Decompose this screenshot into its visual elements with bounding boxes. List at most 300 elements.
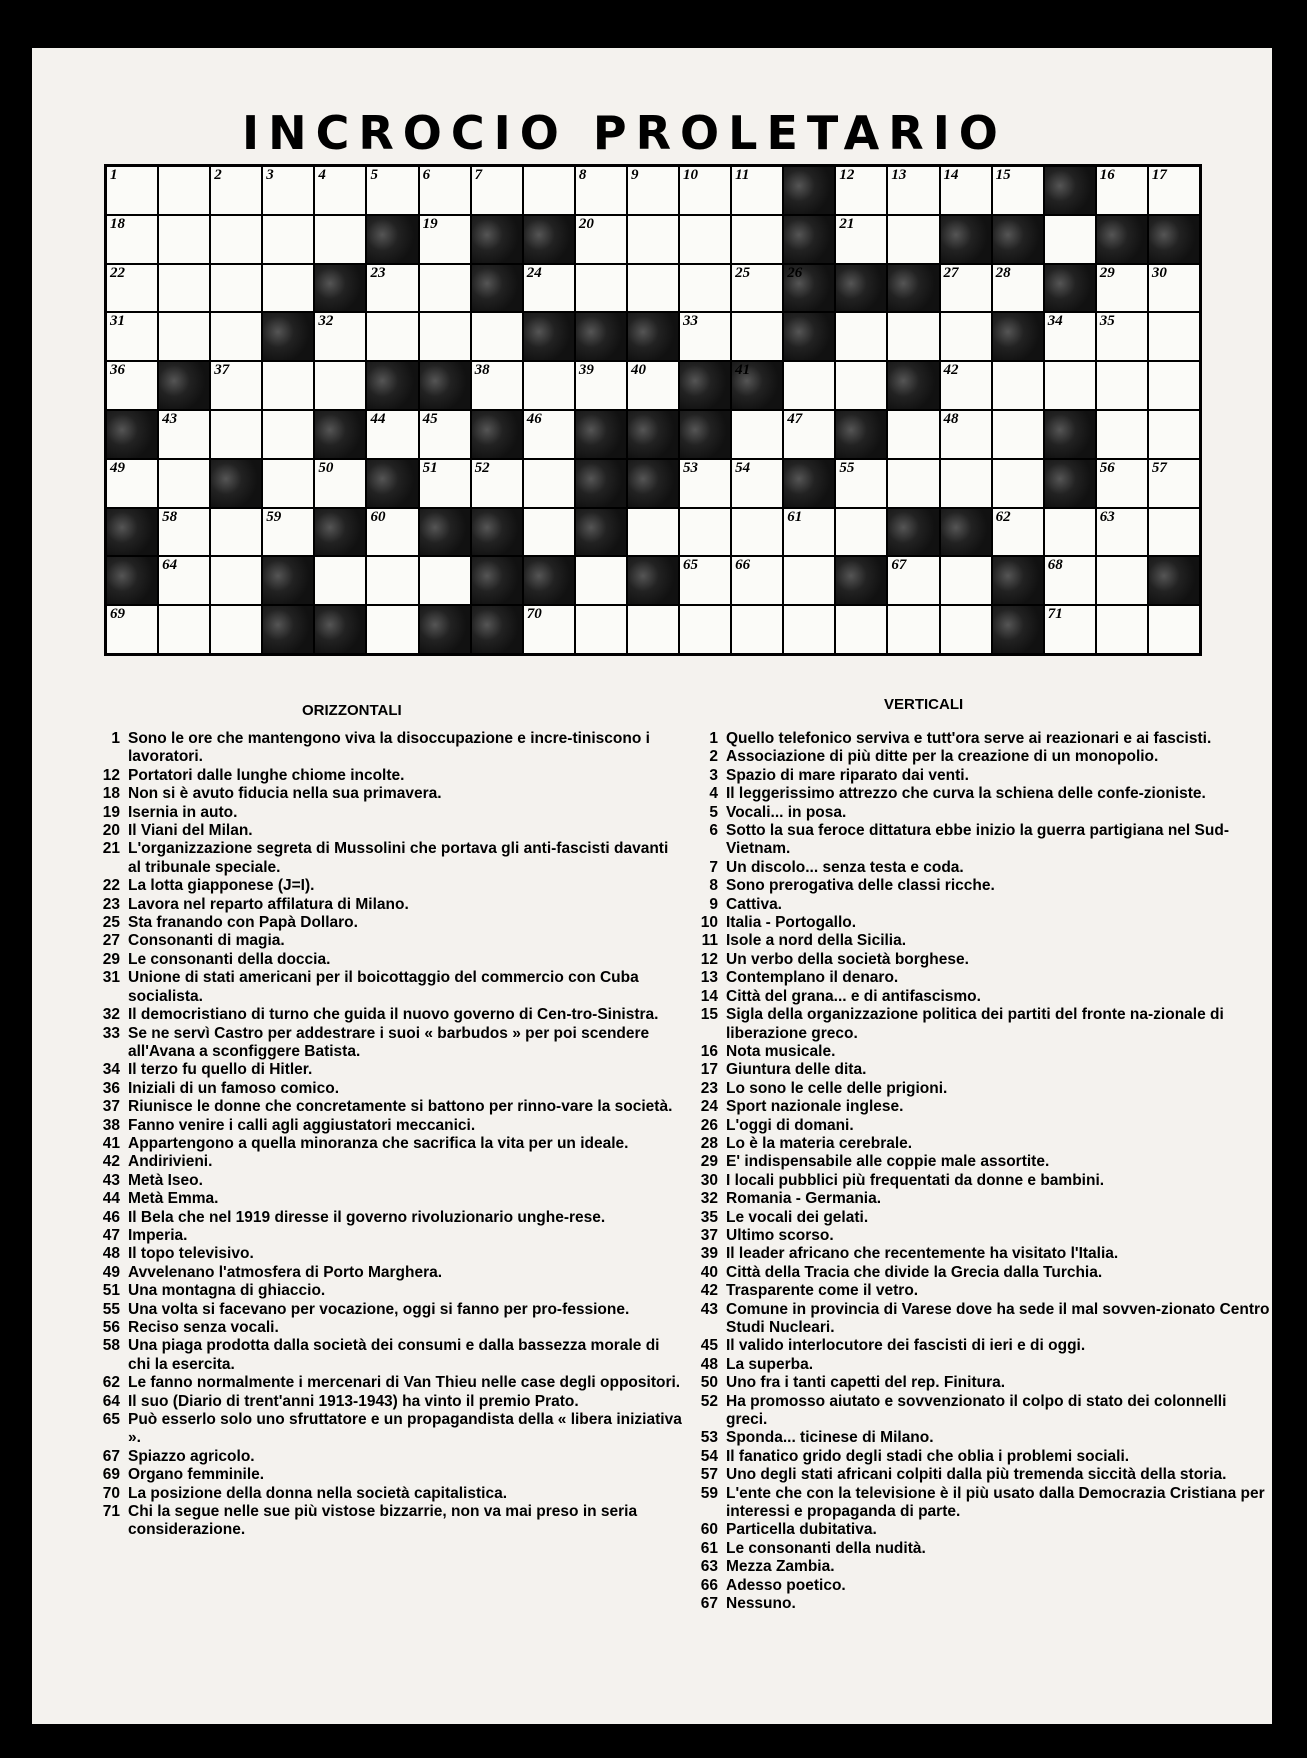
clue-number: 59 xyxy=(700,1484,718,1502)
clue-number: 46 xyxy=(102,1208,120,1226)
clue-number: 40 xyxy=(700,1263,718,1281)
cell-number: 64 xyxy=(162,557,178,574)
grid-cell[interactable] xyxy=(1045,606,1095,653)
grid-cell[interactable] xyxy=(784,411,834,458)
grid-cell[interactable] xyxy=(784,362,834,409)
cell-number: 14 xyxy=(943,167,959,183)
grid-cell[interactable] xyxy=(941,313,991,360)
grid-cell[interactable] xyxy=(888,606,938,653)
cell-number: 19 xyxy=(422,215,438,232)
grid-cell[interactable] xyxy=(1097,557,1147,604)
clue-number: 29 xyxy=(700,1153,718,1171)
grid-cell[interactable] xyxy=(1097,265,1147,312)
grid-cell-black xyxy=(367,216,417,263)
grid-cell[interactable] xyxy=(159,509,209,556)
grid-cell[interactable] xyxy=(680,216,730,263)
grid-cell[interactable] xyxy=(1097,606,1147,653)
grid-cell[interactable] xyxy=(784,509,834,556)
grid-cell[interactable] xyxy=(732,411,782,458)
grid-cell[interactable] xyxy=(1045,362,1095,409)
grid-cell[interactable] xyxy=(367,167,417,214)
grid-cell[interactable] xyxy=(680,557,730,604)
grid-cell[interactable] xyxy=(263,362,313,409)
across-clue xyxy=(92,1080,682,1098)
grid-cell[interactable] xyxy=(784,557,834,604)
clue-text: Il democristiano di turno che guida il nuovo governo di Cen-tro-Sinistra. xyxy=(128,1006,659,1024)
clue-number: 55 xyxy=(102,1300,120,1318)
across-clue xyxy=(92,1374,682,1392)
grid-cell[interactable] xyxy=(420,216,470,263)
grid-cell[interactable] xyxy=(732,313,782,360)
grid-cell[interactable] xyxy=(576,216,626,263)
down-clue xyxy=(690,1190,1270,1208)
grid-cell-black xyxy=(420,606,470,653)
clue-text: Sta franando con Papà Dollaro. xyxy=(128,914,358,932)
clue-number: 7 xyxy=(709,858,718,876)
grid-cell[interactable] xyxy=(263,167,313,214)
grid-cell[interactable] xyxy=(211,313,261,360)
grid-cell[interactable] xyxy=(1149,509,1199,556)
grid-cell[interactable] xyxy=(628,362,678,409)
clue-number: 4 xyxy=(709,785,718,803)
grid-cell[interactable] xyxy=(888,313,938,360)
clue-text: Fanno venire i calli agli aggiustatori meccanici. xyxy=(128,1116,476,1134)
cell-number: 30 xyxy=(1151,264,1167,281)
clue-text: L'organizzazione segreta di Mussolini che portava gli anti-fascisti davanti al tribunale speciale. xyxy=(128,840,669,876)
across-clue xyxy=(92,1153,682,1171)
grid-cell[interactable] xyxy=(836,313,886,360)
grid-cell[interactable] xyxy=(1097,411,1147,458)
grid-cell-black xyxy=(1045,460,1095,507)
cell-number: 2 xyxy=(214,167,222,183)
clue-text: Sono prerogativa delle classi ricche. xyxy=(726,877,995,895)
clue-text: Il valido interlocutore dei fascisti di ieri e di oggi. xyxy=(726,1337,1086,1355)
grid-cell[interactable] xyxy=(941,411,991,458)
grid-cell[interactable] xyxy=(836,509,886,556)
grid-cell[interactable] xyxy=(420,313,470,360)
grid-cell[interactable] xyxy=(263,460,313,507)
grid-cell[interactable] xyxy=(211,557,261,604)
across-clue xyxy=(92,1485,682,1503)
clue-text: Reciso senza vocali. xyxy=(128,1319,279,1336)
clue-text: Trasparente come il vetro. xyxy=(726,1282,919,1300)
clue-number: 70 xyxy=(102,1484,120,1502)
grid-cell[interactable] xyxy=(524,509,574,556)
clue-text: Consonanti di magia. xyxy=(128,932,285,950)
cell-number: 59 xyxy=(266,508,282,525)
grid-cell[interactable] xyxy=(993,167,1043,214)
grid-cell[interactable] xyxy=(263,411,313,458)
grid-cell[interactable] xyxy=(628,216,678,263)
grid-cell[interactable] xyxy=(472,460,522,507)
grid-cell[interactable] xyxy=(628,509,678,556)
grid-cell[interactable] xyxy=(993,460,1043,507)
grid-cell[interactable] xyxy=(315,167,365,214)
grid-cell[interactable] xyxy=(211,411,261,458)
grid-cell[interactable] xyxy=(1097,509,1147,556)
grid-cell[interactable] xyxy=(1097,362,1147,409)
cell-number: 11 xyxy=(735,167,750,183)
grid-cell-black xyxy=(107,411,157,458)
clue-text: Le consonanti della nudità. xyxy=(726,1539,926,1557)
down-clue xyxy=(690,730,1270,748)
grid-cell[interactable] xyxy=(263,265,313,312)
cell-number: 67 xyxy=(891,557,907,574)
grid-cell[interactable] xyxy=(1149,313,1199,360)
grid-cell[interactable] xyxy=(211,216,261,263)
grid-cell[interactable] xyxy=(107,313,157,360)
grid-cell[interactable] xyxy=(107,606,157,653)
grid-cell[interactable] xyxy=(107,216,157,263)
grid-cell[interactable] xyxy=(732,167,782,214)
cell-number: 37 xyxy=(214,362,230,379)
grid-cell[interactable] xyxy=(211,606,261,653)
grid-cell-black xyxy=(888,265,938,312)
clue-number: 9 xyxy=(709,895,718,913)
clue-text: Ha promosso aiutato e sovvenzionato il colpo di stato dei colonnelli greci. xyxy=(726,1392,1227,1429)
clue-text: Isole a nord della Sicilia. xyxy=(726,932,907,950)
grid-cell[interactable] xyxy=(888,460,938,507)
grid-cell[interactable] xyxy=(420,167,470,214)
grid-cell-black xyxy=(524,557,574,604)
grid-cell[interactable] xyxy=(420,411,470,458)
grid-cell[interactable] xyxy=(315,313,365,360)
grid-cell[interactable] xyxy=(836,460,886,507)
grid-cell[interactable] xyxy=(680,606,730,653)
clue-text: Lo è la materia cerebrale. xyxy=(726,1134,913,1152)
across-clue xyxy=(92,1135,682,1153)
clue-number: 48 xyxy=(700,1355,718,1373)
down-clues xyxy=(690,730,1270,1614)
cell-number: 35 xyxy=(1099,313,1115,330)
grid-cell[interactable] xyxy=(941,557,991,604)
grid-cell[interactable] xyxy=(159,216,209,263)
grid-cell-black xyxy=(941,216,991,263)
grid-cell[interactable] xyxy=(1149,460,1199,507)
grid-cell[interactable] xyxy=(836,606,886,653)
clue-number: 34 xyxy=(102,1061,120,1079)
grid-cell[interactable] xyxy=(1097,460,1147,507)
grid-cell[interactable] xyxy=(159,167,209,214)
clue-number: 17 xyxy=(700,1061,718,1079)
grid-cell[interactable] xyxy=(1097,313,1147,360)
grid-cell[interactable] xyxy=(159,265,209,312)
down-clue xyxy=(690,859,1270,877)
across-clue xyxy=(92,1282,682,1300)
clue-text: Il Bela che nel 1919 diresse il governo rivoluzionario unghe-rese. xyxy=(128,1208,606,1226)
grid-cell[interactable] xyxy=(732,606,782,653)
clue-text: Romania - Germania. xyxy=(726,1190,882,1208)
grid-cell-black xyxy=(680,362,730,409)
grid-cell[interactable] xyxy=(680,167,730,214)
clue-number: 67 xyxy=(700,1595,718,1613)
cell-number: 20 xyxy=(578,215,594,232)
grid-cell[interactable] xyxy=(159,606,209,653)
cell-number: 51 xyxy=(422,459,438,476)
across-clue xyxy=(92,804,682,822)
down-header: VERTICALI xyxy=(884,696,964,713)
grid-cell[interactable] xyxy=(941,167,991,214)
grid-cell[interactable] xyxy=(732,460,782,507)
cell-number: 69 xyxy=(110,606,125,623)
clue-number: 45 xyxy=(700,1337,718,1355)
clue-text: Le vocali dei gelati. xyxy=(726,1208,869,1226)
grid-cell[interactable] xyxy=(888,557,938,604)
grid-cell[interactable] xyxy=(107,167,157,214)
across-clue xyxy=(92,877,682,895)
grid-cell[interactable] xyxy=(993,362,1043,409)
across-clue xyxy=(92,785,682,803)
clue-text: Vocali... in posa. xyxy=(726,803,847,821)
clue-number: 26 xyxy=(700,1116,718,1134)
clue-number: 58 xyxy=(102,1337,120,1355)
magazine-page xyxy=(32,48,1272,1724)
grid-cell[interactable] xyxy=(211,265,261,312)
grid-cell[interactable] xyxy=(159,557,209,604)
grid-cell[interactable] xyxy=(576,557,626,604)
grid-cell[interactable] xyxy=(420,557,470,604)
grid-cell-black xyxy=(472,411,522,458)
cell-number: 55 xyxy=(839,459,855,476)
clue-number: 27 xyxy=(102,932,120,950)
across-clue xyxy=(92,1264,682,1282)
grid-cell[interactable] xyxy=(888,216,938,263)
grid-cell[interactable] xyxy=(472,313,522,360)
down-clue xyxy=(690,896,1270,914)
grid-cell[interactable] xyxy=(1045,216,1095,263)
grid-cell[interactable] xyxy=(576,362,626,409)
down-clue xyxy=(690,1080,1270,1098)
grid-cell[interactable] xyxy=(524,167,574,214)
grid-cell[interactable] xyxy=(680,313,730,360)
grid-cell[interactable] xyxy=(315,362,365,409)
clue-text: Organo femminile. xyxy=(128,1466,265,1484)
grid-cell[interactable] xyxy=(628,265,678,312)
down-clue xyxy=(690,1595,1270,1613)
clue-number: 63 xyxy=(700,1558,718,1576)
clue-number: 1 xyxy=(709,730,718,747)
grid-cell[interactable] xyxy=(1045,509,1095,556)
grid-cell[interactable] xyxy=(420,265,470,312)
grid-cell[interactable] xyxy=(1149,265,1199,312)
across-clue xyxy=(92,1061,682,1079)
grid-cell[interactable] xyxy=(367,313,417,360)
across-clue xyxy=(92,969,682,1006)
grid-cell[interactable] xyxy=(315,460,365,507)
grid-cell[interactable] xyxy=(1149,411,1199,458)
grid-cell[interactable] xyxy=(888,411,938,458)
cell-number: 23 xyxy=(370,264,386,281)
across-clue xyxy=(92,932,682,950)
grid-cell[interactable] xyxy=(628,606,678,653)
cell-number: 60 xyxy=(370,508,386,525)
grid-cell[interactable] xyxy=(367,606,417,653)
down-clue xyxy=(690,1577,1270,1595)
cell-number: 36 xyxy=(110,362,125,379)
across-clue xyxy=(92,1301,682,1319)
grid-cell-black xyxy=(784,313,834,360)
grid-cell-black xyxy=(888,362,938,409)
clue-text: Il suo (Diario di trent'anni 1913-1943) ha vinto il premio Prato. xyxy=(128,1392,579,1410)
cell-number: 7 xyxy=(474,167,483,183)
cell-number: 4 xyxy=(318,167,326,183)
clue-number: 28 xyxy=(700,1134,718,1152)
grid-cell[interactable] xyxy=(472,362,522,409)
grid-cell[interactable] xyxy=(732,265,782,312)
grid-cell[interactable] xyxy=(263,509,313,556)
grid-cell[interactable] xyxy=(941,265,991,312)
cell-number: 43 xyxy=(162,410,178,427)
grid-cell[interactable] xyxy=(524,606,574,653)
grid-cell[interactable] xyxy=(315,557,365,604)
clue-text: Non si è avuto fiducia nella sua primavera. xyxy=(128,785,442,803)
clue-text: Nessuno. xyxy=(726,1595,796,1613)
grid-cell[interactable] xyxy=(524,460,574,507)
grid-cell-black xyxy=(680,411,730,458)
grid-cell[interactable] xyxy=(367,557,417,604)
down-clue xyxy=(690,1209,1270,1227)
grid-cell[interactable] xyxy=(263,216,313,263)
grid-cell-black xyxy=(836,265,886,312)
down-clue xyxy=(690,1061,1270,1079)
grid-cell[interactable] xyxy=(1149,606,1199,653)
cell-number: 12 xyxy=(839,167,855,183)
grid-cell[interactable] xyxy=(941,362,991,409)
grid-cell[interactable] xyxy=(993,265,1043,312)
clue-number: 43 xyxy=(700,1300,718,1318)
clue-number: 50 xyxy=(700,1374,718,1392)
grid-cell[interactable] xyxy=(576,167,626,214)
clue-text: Isernia in auto. xyxy=(128,803,238,821)
clue-text: Può esserlo solo uno sfruttatore e un propagandista della « libera iniziativa ». xyxy=(128,1411,682,1447)
grid-cell-black xyxy=(576,460,626,507)
grid-cell[interactable] xyxy=(628,167,678,214)
clue-number: 49 xyxy=(102,1263,120,1281)
grid-cell[interactable] xyxy=(367,265,417,312)
grid-cell[interactable] xyxy=(1045,557,1095,604)
across-clue xyxy=(92,840,682,877)
grid-cell-black xyxy=(941,509,991,556)
page-title: INCROCIO PROLETARIO xyxy=(242,106,1007,160)
grid-cell[interactable] xyxy=(367,509,417,556)
clue-text: Sotto la sua feroce dittatura ebbe inizio la guerra partigiana nel Sud-Vietnam. xyxy=(726,822,1229,858)
cell-number: 15 xyxy=(995,167,1011,183)
clue-text: Mezza Zambia. xyxy=(726,1558,835,1576)
down-clue xyxy=(690,804,1270,822)
clue-number: 35 xyxy=(700,1208,718,1226)
grid-cell[interactable] xyxy=(836,216,886,263)
grid-cell[interactable] xyxy=(315,216,365,263)
grid-cell[interactable] xyxy=(680,509,730,556)
clue-text: Particella dubitativa. xyxy=(726,1521,877,1539)
grid-cell-black xyxy=(1149,216,1199,263)
grid-cell[interactable] xyxy=(993,411,1043,458)
grid-cell[interactable] xyxy=(159,411,209,458)
grid-cell[interactable] xyxy=(367,411,417,458)
grid-cell[interactable] xyxy=(159,460,209,507)
grid-cell[interactable] xyxy=(524,265,574,312)
cell-number: 61 xyxy=(787,508,803,525)
across-clue xyxy=(92,1448,682,1466)
grid-cell[interactable] xyxy=(107,362,157,409)
cell-number: 8 xyxy=(578,167,587,183)
cell-number: 33 xyxy=(683,313,699,330)
grid-cell[interactable] xyxy=(732,557,782,604)
cell-number: 46 xyxy=(526,410,542,427)
cell-number: 25 xyxy=(735,264,751,281)
grid-cell[interactable] xyxy=(993,509,1043,556)
down-clue xyxy=(690,1245,1270,1263)
grid-cell[interactable] xyxy=(1149,362,1199,409)
cell-number: 70 xyxy=(526,606,542,623)
grid-cell[interactable] xyxy=(211,509,261,556)
clue-text: Cattiva. xyxy=(726,895,782,913)
clue-number: 13 xyxy=(700,969,718,987)
grid-cell[interactable] xyxy=(1045,313,1095,360)
grid-cell[interactable] xyxy=(1097,167,1147,214)
grid-cell[interactable] xyxy=(732,509,782,556)
grid-cell[interactable] xyxy=(211,362,261,409)
across-clues xyxy=(92,730,682,1540)
grid-cell[interactable] xyxy=(680,460,730,507)
grid-cell[interactable] xyxy=(472,167,522,214)
grid-cell[interactable] xyxy=(732,216,782,263)
clue-text: Un verbo della società borghese. xyxy=(726,950,969,968)
grid-cell[interactable] xyxy=(524,362,574,409)
grid-cell[interactable] xyxy=(784,606,834,653)
grid-cell[interactable] xyxy=(941,606,991,653)
clue-number: 54 xyxy=(700,1447,718,1465)
grid-cell[interactable] xyxy=(836,362,886,409)
across-clue xyxy=(92,1393,682,1411)
grid-cell-black xyxy=(107,509,157,556)
cell-number: 32 xyxy=(318,313,334,330)
grid-cell-black xyxy=(315,411,365,458)
grid-cell[interactable] xyxy=(941,460,991,507)
down-clue xyxy=(690,914,1270,932)
grid-cell[interactable] xyxy=(524,411,574,458)
clue-text: Lavora nel reparto affilatura di Milano. xyxy=(128,895,409,913)
grid-cell-black xyxy=(472,216,522,263)
grid-cell[interactable] xyxy=(576,265,626,312)
grid-cell[interactable] xyxy=(836,167,886,214)
clue-number: 24 xyxy=(700,1098,718,1116)
grid-cell[interactable] xyxy=(211,167,261,214)
grid-cell[interactable] xyxy=(888,167,938,214)
cell-number: 57 xyxy=(1151,459,1167,476)
cell-number: 39 xyxy=(578,362,594,379)
cell-number: 24 xyxy=(526,264,542,281)
grid-cell[interactable] xyxy=(107,460,157,507)
grid-cell[interactable] xyxy=(1149,167,1199,214)
clue-text: Riunisce le donne che concretamente si battono per rinno-vare la società. xyxy=(128,1098,673,1116)
down-clue xyxy=(690,1466,1270,1484)
clue-number: 25 xyxy=(102,914,120,932)
clue-number: 41 xyxy=(102,1134,120,1152)
grid-cell[interactable] xyxy=(576,606,626,653)
grid-cell[interactable] xyxy=(159,313,209,360)
across-clue xyxy=(92,1025,682,1062)
grid-cell[interactable] xyxy=(420,460,470,507)
clue-number: 6 xyxy=(709,822,718,840)
down-clue xyxy=(690,785,1270,803)
cell-number: 68 xyxy=(1047,557,1063,574)
clue-number: 65 xyxy=(102,1411,120,1429)
cell-number: 16 xyxy=(1099,167,1115,183)
grid-cell[interactable] xyxy=(680,265,730,312)
grid-cell[interactable] xyxy=(107,265,157,312)
clue-number: 12 xyxy=(700,950,718,968)
